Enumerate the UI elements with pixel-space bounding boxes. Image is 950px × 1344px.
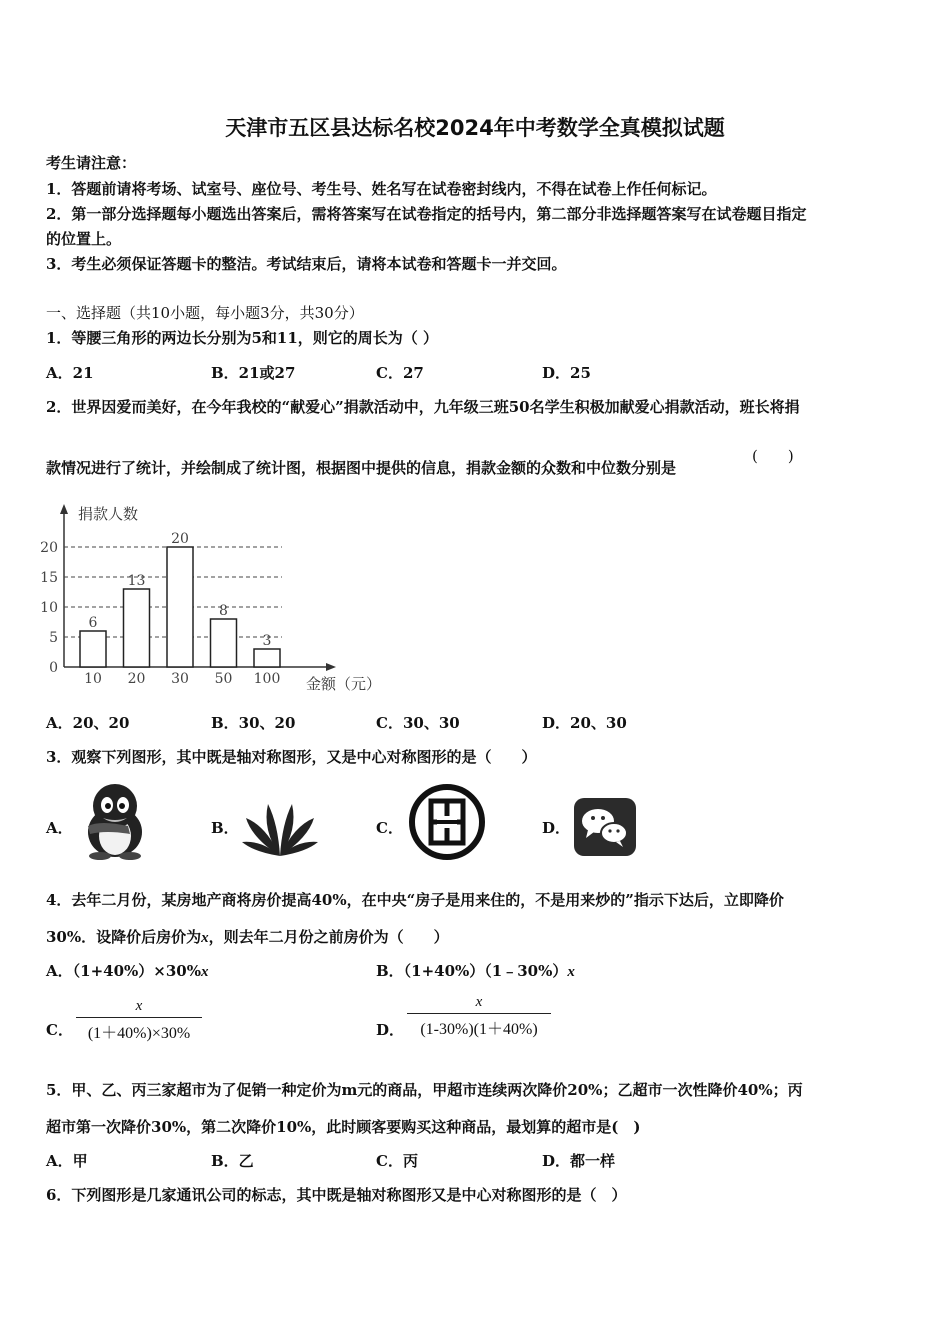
q4-option-d[interactable]: D． (376, 1021, 405, 1039)
flower-petals-icon (240, 796, 320, 860)
q1-option-b[interactable]: B．21或27 (211, 364, 296, 382)
q4-option-c-denominator: (1＋40%)×30% (87, 1025, 191, 1042)
q4-option-b-text: B．（1+40%）（1﹣30%） (376, 962, 568, 980)
chart-data-label: 13 (127, 573, 146, 589)
notice-item-3: 3．考生必须保证答题卡的整洁。考试结束后，请将本试卷和答题卡一并交回。 (46, 255, 567, 273)
q3-option-c[interactable]: C． (376, 819, 403, 837)
chart-data-label: 8 (219, 603, 228, 619)
q3-option-b[interactable]: B． (211, 819, 239, 837)
q2-option-c[interactable]: C．30、30 (376, 714, 460, 732)
q5-stem-line1: 5．甲、乙、丙三家超市为了促销一种定价为m元的商品，甲超市连续两次降价20%；乙超市一次性降价40%；丙 (46, 1081, 803, 1099)
q4-stem-line1: 4．去年二月份，某房地产商将房价提高40%，在中央“房子是用来住的，不是用来炒的”指示下达后，立即降价 (46, 891, 784, 909)
q4-option-c[interactable]: C． (46, 1021, 73, 1039)
q4-option-c-numerator: x (135, 998, 143, 1014)
chart-y-axis-label: 捐款人数 (78, 505, 139, 523)
chart-data-label: 20 (171, 531, 189, 547)
q2-stem-line2: 款情况进行了统计，并绘制成了统计图，根据图中提供的信息，捐款金额的众数和中位数分别是 (46, 459, 677, 477)
q1-option-d[interactable]: D．25 (542, 364, 591, 382)
fraction-bar (407, 1013, 551, 1014)
q6-stem: 6．下列图形是几家通讯公司的标志，其中既是轴对称图形又是中心对称图形的是（ ） (46, 1186, 627, 1204)
chart-y-tick-label: 5 (49, 630, 58, 646)
q1-stem: 1．等腰三角形的两边长分别为5和11，则它的周长为（ ） (46, 329, 438, 347)
q3-option-d[interactable]: D． (542, 819, 571, 837)
chart-x-tick-label: 20 (127, 671, 146, 687)
q2-option-a[interactable]: A．20、20 (46, 714, 130, 732)
chat-app-icon (572, 796, 638, 858)
chart-data-label: 3 (262, 633, 272, 649)
q4-option-a-variable: x (200, 964, 209, 980)
notice-heading: 考生请注意： (46, 154, 137, 172)
chart-y-tick-label: 10 (40, 600, 58, 616)
q4-option-a[interactable] (46, 960, 208, 981)
notice-item-2: 2．第一部分选择题每小题选出答案后，需将答案写在试卷指定的括号内，第二部分非选择题答案写在试卷题目指定 (46, 205, 807, 223)
q4-option-d-denominator: (1-30%)(1＋40%) (420, 1021, 538, 1038)
chart-bar (211, 619, 237, 667)
page-title: 天津市五区县达标名校2024年中考数学全真模拟试题 (225, 116, 725, 140)
q1-option-c[interactable]: C．27 (376, 364, 424, 382)
chart-x-tick-label: 50 (214, 671, 233, 687)
q2-stem-line1: 2．世界因爱而美好，在今年我校的“献爱心”捐款活动中，九年级三班50名学生积极加献爱心捐款活动，班长将捐 (46, 398, 800, 416)
q5-option-b[interactable]: B．乙 (211, 1152, 254, 1170)
q1-option-a[interactable]: A．21 (46, 364, 94, 382)
chart-x-axis-label: 金额（元） (306, 675, 382, 693)
chart-y-tick-label: 0 (49, 660, 58, 676)
q5-stem-line2: 超市第一次降价30%，第二次降价10%，此时顾客要购买这种商品，最划算的超市是( ) (46, 1118, 641, 1136)
q4-stem-text-b: ，则去年二月份之前房价为（ ） (208, 928, 449, 946)
q4-stem-variable: x (201, 930, 209, 946)
q3-stem: 3．观察下列图形，其中既是轴对称图形，又是中心对称图形的是（ ） (46, 748, 537, 766)
q4-option-b-variable: x (567, 964, 575, 980)
chart-bar (167, 547, 193, 667)
chart-x-tick-label: 100 (253, 671, 281, 687)
q4-option-d-numerator: x (475, 994, 483, 1010)
q2-option-b[interactable]: B．30、20 (211, 714, 296, 732)
q4-stem-text-a: 30%．设降价后房价为 (46, 928, 202, 946)
bank-logo-icon (407, 783, 487, 861)
q4-option-c-fraction (76, 998, 202, 1043)
penguin-icon (76, 780, 154, 860)
chart-bar (80, 631, 106, 667)
q4-option-a-text: A．（1+40%）×30% (46, 962, 201, 980)
q5-option-c[interactable]: C．丙 (376, 1152, 418, 1170)
chart-y-tick-label: 20 (40, 540, 58, 556)
chart-x-tick-label: 10 (84, 671, 102, 687)
q4-option-d-fraction (407, 994, 551, 1039)
notice-item-1: 1．答题前请将考场、试室号、座位号、考生号、姓名写在试卷密封线内，不得在试卷上作任何标记。 (46, 180, 717, 198)
donation-bar-chart (40, 498, 400, 698)
q3-option-a[interactable]: A． (46, 819, 73, 837)
q5-option-d[interactable]: D．都一样 (542, 1152, 616, 1170)
fraction-bar (76, 1017, 202, 1018)
chart-y-axis-arrow (60, 504, 68, 514)
q4-stem-line2 (46, 926, 449, 947)
section-heading: 一、选择题（共10小题，每小题3分，共30分） (46, 304, 364, 322)
chart-data-label: 6 (88, 615, 98, 631)
chart-y-tick-label: 15 (40, 570, 58, 586)
chart-bar (254, 649, 280, 667)
q5-option-a[interactable]: A．甲 (46, 1152, 88, 1170)
notice-item-2-cont: 的位置上。 (46, 230, 122, 248)
chart-x-axis-arrow (326, 663, 336, 671)
q2-option-d[interactable]: D．20、30 (542, 714, 627, 732)
q4-option-b[interactable] (376, 960, 575, 981)
chart-bar (124, 589, 150, 667)
chart-x-tick-label: 30 (171, 671, 189, 687)
q2-answer-paren: ( ) (752, 447, 794, 465)
